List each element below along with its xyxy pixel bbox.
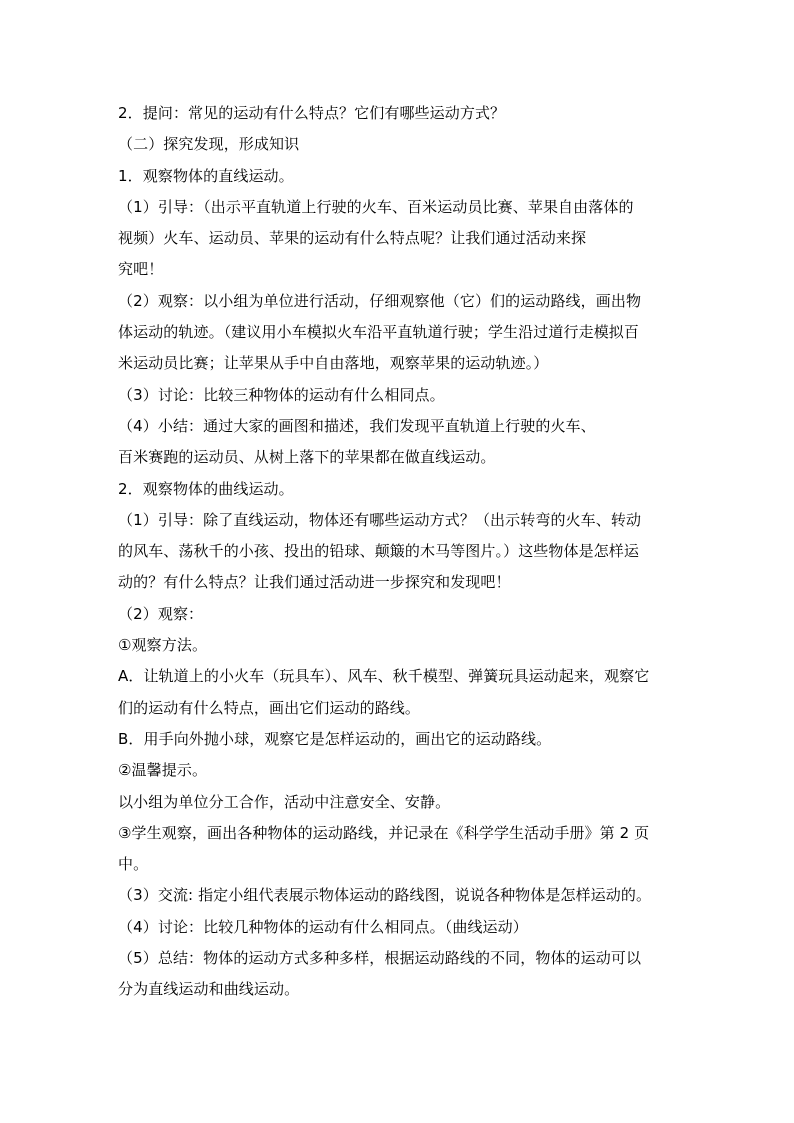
text-line: （2）观察： — [118, 604, 204, 623]
text-line: （3）讨论：比较三种物体的运动有什么相同点。 — [118, 385, 445, 404]
text-line: 米运动员比赛；让苹果从手中自由落地，观察苹果的运动轨迹。） — [118, 354, 549, 373]
text-line: （二）探究发现，形成知识 — [118, 135, 300, 154]
text-line: 2．观察物体的曲线运动。 — [118, 479, 294, 498]
document-body — [118, 98, 680, 1006]
text-line: （4）小结：通过大家的画图和描述，我们发现平直轨道上行驶的火车、 — [118, 416, 596, 435]
text-line: 们的运动有什么特点，画出它们运动的路线。 — [118, 698, 421, 717]
text-line: ③学生观察，画出各种物体的运动路线，并记录在《科学学生活动手册》第 2 页 — [118, 823, 650, 842]
text-line: （5）总结：物体的运动方式多种多样，根据运动路线的不同，物体的运动可以 — [118, 949, 642, 968]
text-line: 视频）火车、运动员、苹果的运动有什么特点呢？让我们通过活动来探 — [118, 229, 587, 248]
text-line: B．用手向外抛小球，观察它是怎样运动的，画出它的运动路线。 — [118, 729, 552, 748]
text-line: ①观察方法。 — [118, 636, 208, 655]
text-line: 体运动的轨迹。（建议用小车模拟火车沿平直轨道行驶；学生沿过道行走模拟百 — [118, 323, 640, 342]
text-line: （2）观察：以小组为单位进行活动，仔细观察他（它）们的运动路线，画出物 — [118, 291, 642, 310]
text-line: 2．提问：常见的运动有什么特点？它们有哪些运动方式？ — [118, 104, 506, 122]
text-line: （1）引导：除了直线运动，物体还有哪些运动方式？（出示转弯的火车、转动 — [118, 510, 642, 529]
text-line: 中。 — [118, 855, 149, 874]
text-line: 1．观察物体的直线运动。 — [118, 166, 294, 185]
text-line: 动的？有什么特点？让我们通过活动进一步探究和发现吧！ — [118, 573, 511, 592]
text-line: 分为直线运动和曲线运动。 — [118, 980, 300, 999]
text-line: ②温馨提示。 — [118, 761, 208, 780]
text-line: （3）交流: 指定小组代表展示物体运动的路线图，说说各种物体是怎样运动的。 — [118, 886, 652, 905]
text-line: 以小组为单位分工合作，活动中注意安全、安静。 — [118, 792, 451, 811]
text-line: 究吧！ — [118, 260, 164, 279]
text-line: 的风车、荡秋千的小孩、投出的铅球、颠簸的木马等图片。）这些物体是怎样运 — [118, 542, 640, 561]
text-line: （1）引导：（出示平直轨道上行驶的火车、百米运动员比赛、苹果自由落体的 — [118, 197, 634, 216]
text-line: A．让轨道上的小火车（玩具车）、风车、秋千模型、弹簧玩具运动起来，观察它 — [118, 667, 650, 686]
text-line: （4）讨论：比较几种物体的运动有什么相同点。（曲线运动） — [118, 917, 528, 936]
text-line: 百米赛跑的运动员、从树上落下的苹果都在做直线运动。 — [118, 448, 496, 467]
